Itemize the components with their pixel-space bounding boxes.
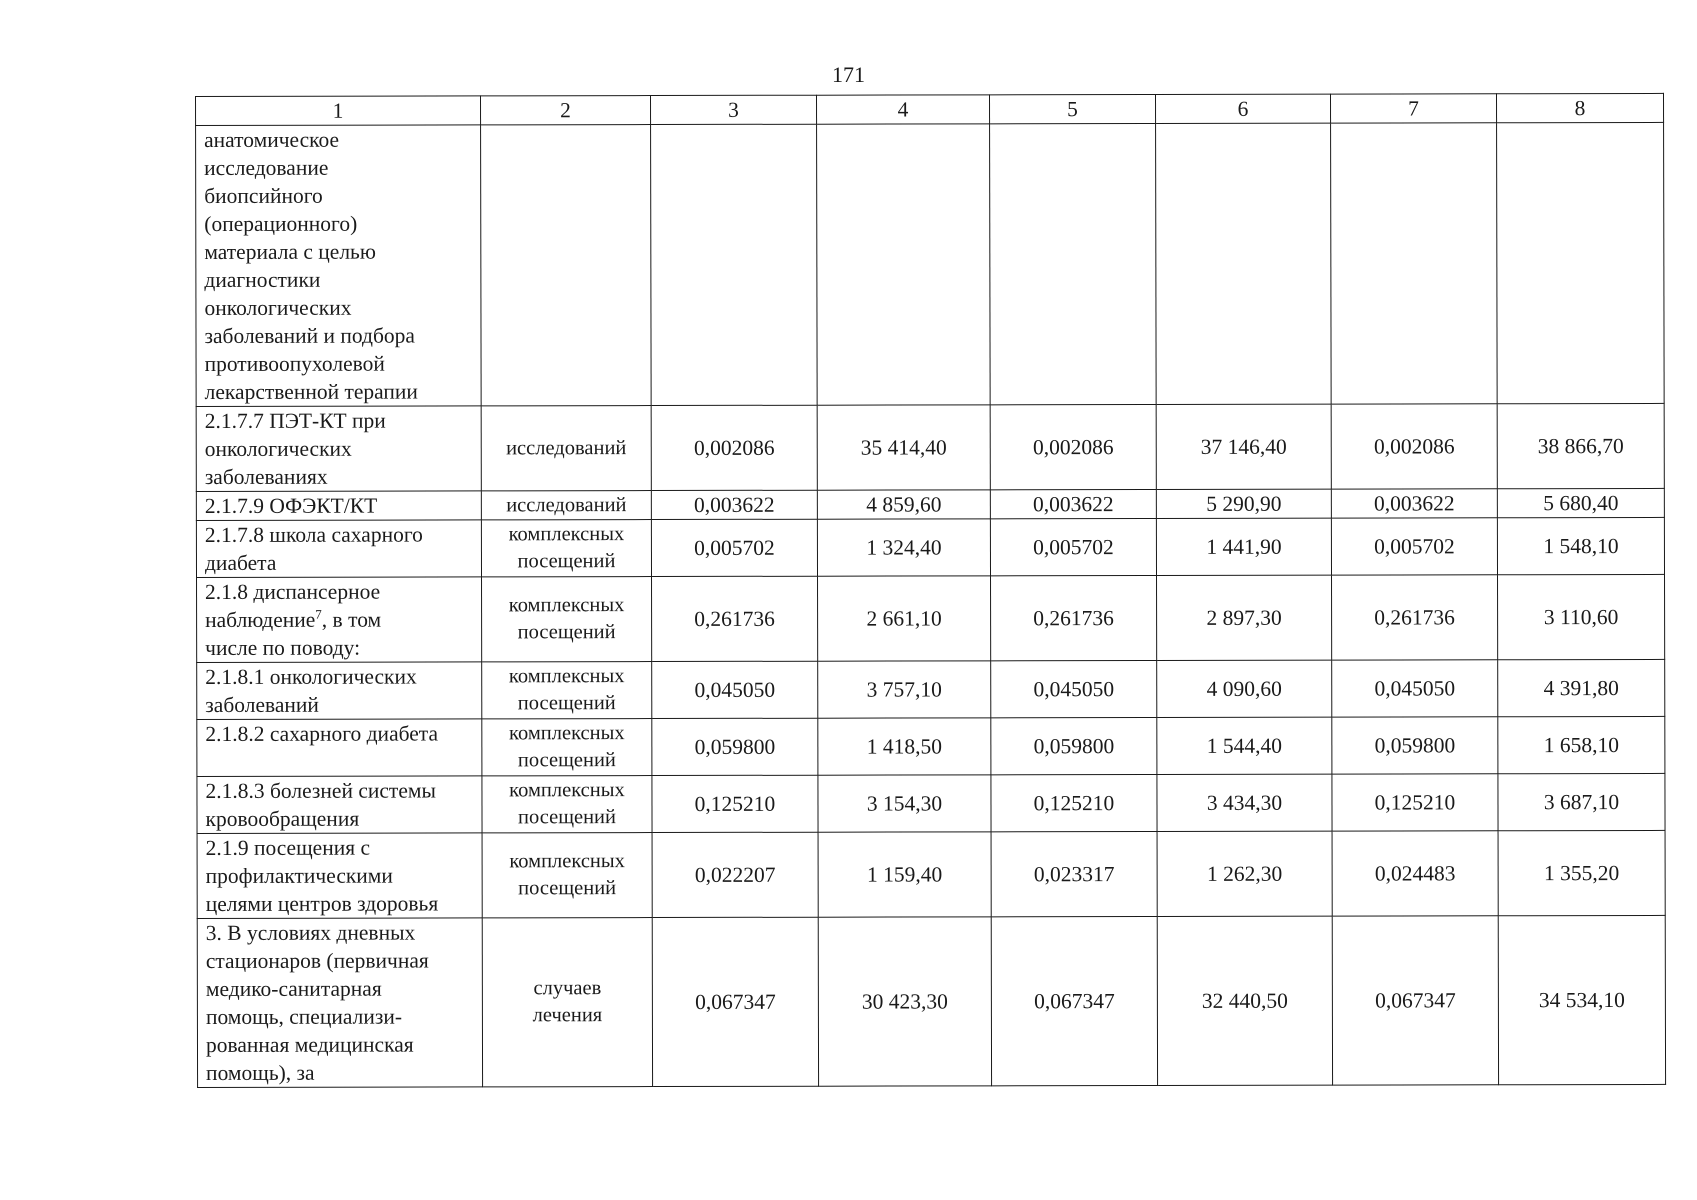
column-header: 8 bbox=[1496, 93, 1663, 122]
row-name-cell bbox=[196, 125, 482, 407]
footnote-marker: 7 bbox=[315, 606, 322, 622]
value-cell: 1 441,90 bbox=[1156, 518, 1331, 575]
value-cell: 0,045050 bbox=[1332, 660, 1498, 717]
value-cell: 0,023317 bbox=[991, 831, 1157, 916]
column-header: 3 bbox=[651, 95, 817, 124]
value-cell: 0,003622 bbox=[990, 489, 1156, 518]
unit-cell bbox=[481, 125, 652, 406]
value-cell: 0,022207 bbox=[652, 832, 818, 917]
row-name-cell bbox=[197, 719, 482, 777]
value-cell: 0,005702 bbox=[651, 519, 817, 576]
column-header: 5 bbox=[989, 94, 1155, 123]
value-cell: 0,002086 bbox=[651, 405, 817, 490]
row-unit: комплексных посещений bbox=[508, 594, 625, 644]
value-cell: 0,125210 bbox=[1332, 774, 1498, 831]
row-name: 2.1.9 посещения с профилактическими целями центров здоровья bbox=[205, 835, 439, 916]
unit-cell bbox=[481, 491, 651, 520]
row-name-cell bbox=[197, 918, 482, 1088]
value-cell: 0,024483 bbox=[1332, 831, 1498, 916]
row-unit: комплексных посещений bbox=[508, 523, 625, 573]
table-row bbox=[196, 122, 1665, 406]
unit-cell bbox=[482, 662, 652, 719]
column-header: 4 bbox=[816, 95, 989, 124]
row-name-cell bbox=[196, 491, 481, 521]
column-header: 2 bbox=[481, 96, 651, 125]
row-unit: комплексных посещений bbox=[509, 850, 625, 900]
row-unit: исследований bbox=[506, 436, 627, 459]
unit-cell bbox=[482, 833, 652, 918]
row-name-cell bbox=[197, 776, 482, 834]
value-cell: 35 414,40 bbox=[817, 405, 990, 490]
value-cell: 1 418,50 bbox=[818, 718, 991, 775]
value-cell: 0,005702 bbox=[1331, 518, 1497, 575]
value-cell: 0,261736 bbox=[991, 575, 1157, 660]
row-name: 2.1.8.1 онкологических заболеваний bbox=[205, 664, 417, 717]
value-cell: 0,067347 bbox=[991, 916, 1157, 1085]
table-row bbox=[197, 915, 1665, 1087]
value-cell: 0,059800 bbox=[652, 718, 818, 775]
value-cell: 1 658,10 bbox=[1498, 716, 1665, 773]
value-cell: 38 866,70 bbox=[1497, 403, 1664, 488]
table-row bbox=[197, 574, 1665, 662]
value-cell: 4 090,60 bbox=[1157, 660, 1332, 717]
value-cell bbox=[1331, 123, 1498, 404]
value-cell bbox=[1497, 122, 1665, 403]
row-name: анатомическое исследование биопсийного (операционного) материала с целью диагностики онкологических заболеваний и подбора противоопухолевой лекарственной терапии bbox=[204, 127, 418, 404]
row-name-part: 2.1.8 диспансерное наблюдение bbox=[205, 579, 381, 632]
value-cell: 0,005702 bbox=[990, 518, 1156, 575]
value-cell: 0,003622 bbox=[1331, 489, 1497, 518]
value-cell: 2 897,30 bbox=[1157, 575, 1332, 660]
value-cell bbox=[817, 124, 991, 405]
column-header: 1 bbox=[196, 96, 481, 126]
value-cell: 30 423,30 bbox=[818, 917, 991, 1086]
row-unit: комплексных посещений bbox=[509, 722, 625, 772]
value-cell bbox=[990, 123, 1157, 404]
value-cell: 1 548,10 bbox=[1497, 517, 1664, 574]
value-cell: 0,067347 bbox=[652, 917, 818, 1086]
table-row bbox=[196, 517, 1664, 577]
page-number: 171 bbox=[832, 62, 865, 87]
table-row bbox=[196, 403, 1664, 491]
value-cell: 0,067347 bbox=[1332, 916, 1498, 1085]
value-cell: 0,002086 bbox=[990, 404, 1156, 489]
unit-cell bbox=[482, 776, 652, 833]
table-row bbox=[196, 488, 1664, 520]
value-cell: 5 680,40 bbox=[1497, 488, 1664, 517]
value-cell: 3 687,10 bbox=[1498, 773, 1665, 830]
value-cell: 37 146,40 bbox=[1156, 404, 1331, 489]
row-name-cell bbox=[197, 662, 482, 720]
row-name: 2.1.8.3 болезней системы кровообращения bbox=[205, 778, 436, 831]
table-row bbox=[197, 830, 1665, 918]
unit-cell bbox=[482, 719, 652, 776]
row-name-cell bbox=[197, 577, 482, 663]
row-unit: комплексных посещений bbox=[509, 779, 625, 829]
row-unit: случаев лечения bbox=[532, 977, 603, 1027]
unit-cell bbox=[482, 577, 652, 662]
value-cell: 5 290,90 bbox=[1156, 489, 1331, 518]
value-cell: 0,003622 bbox=[651, 490, 817, 519]
value-cell: 32 440,50 bbox=[1157, 916, 1332, 1085]
row-name-cell bbox=[197, 833, 482, 919]
value-cell: 34 534,10 bbox=[1498, 915, 1665, 1084]
row-name: 2.1.7.9 ОФЭКТ/КТ bbox=[204, 493, 378, 518]
row-name: 2.1.7.8 школа сахарного диабета bbox=[204, 522, 423, 575]
value-cell: 1 544,40 bbox=[1157, 717, 1332, 774]
row-name-part: , в том числе по поводу: bbox=[205, 607, 382, 660]
value-cell: 0,059800 bbox=[1332, 717, 1498, 774]
unit-cell bbox=[481, 406, 651, 491]
value-cell: 0,059800 bbox=[991, 717, 1157, 774]
value-cell: 3 757,10 bbox=[818, 661, 991, 718]
value-cell: 3 434,30 bbox=[1157, 774, 1332, 831]
table-row bbox=[197, 716, 1665, 776]
value-cell: 1 262,30 bbox=[1157, 831, 1332, 916]
value-cell: 4 391,80 bbox=[1498, 659, 1665, 716]
value-cell: 0,002086 bbox=[1331, 404, 1497, 489]
row-name-cell bbox=[196, 520, 481, 578]
value-cell: 3 110,60 bbox=[1498, 574, 1665, 659]
value-cell: 0,125210 bbox=[991, 774, 1157, 831]
value-cell: 0,125210 bbox=[652, 775, 818, 832]
row-unit: исследований bbox=[506, 493, 627, 516]
row-name: 2.1.8.2 сахарного диабета bbox=[205, 721, 439, 746]
row-unit: комплексных посещений bbox=[508, 665, 625, 715]
table-row bbox=[197, 773, 1665, 833]
table-row bbox=[197, 659, 1665, 719]
value-cell bbox=[1156, 123, 1332, 404]
row-name bbox=[205, 580, 381, 660]
value-cell: 1 355,20 bbox=[1498, 830, 1665, 915]
column-header: 7 bbox=[1330, 94, 1496, 123]
value-cell: 0,045050 bbox=[991, 660, 1157, 717]
value-cell: 3 154,30 bbox=[818, 775, 991, 832]
unit-cell bbox=[481, 520, 651, 577]
row-name: 3. В условиях дневных стационаров (первичная медико-санитарная помощь, специализи- рованная медицинская помощь), за bbox=[205, 920, 429, 1085]
value-cell: 1 324,40 bbox=[817, 519, 990, 576]
row-name: 2.1.7.7 ПЭТ-КТ при онкологических заболеваниях bbox=[204, 408, 386, 489]
value-cell: 0,045050 bbox=[652, 661, 818, 718]
value-cell: 0,261736 bbox=[1332, 575, 1498, 660]
column-number-row bbox=[196, 93, 1664, 125]
unit-cell bbox=[482, 918, 652, 1087]
value-cell: 2 661,10 bbox=[818, 576, 991, 661]
tariff-table bbox=[195, 93, 1666, 1088]
column-header: 6 bbox=[1155, 94, 1330, 123]
row-name-cell bbox=[196, 406, 481, 492]
value-cell: 0,261736 bbox=[652, 576, 818, 661]
value-cell bbox=[651, 124, 818, 405]
value-cell: 1 159,40 bbox=[818, 832, 991, 917]
value-cell: 4 859,60 bbox=[817, 490, 990, 519]
